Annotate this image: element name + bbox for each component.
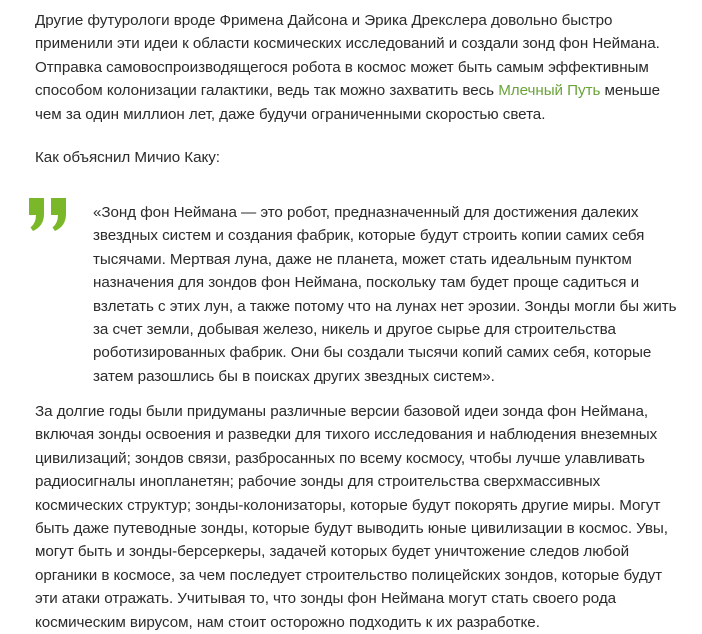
text-segment: способом колонизации галактики, ведь так можно захватить весь <box>35 82 499 100</box>
text-line: космических структур; зонды-колонизаторы, которые будут покорять другие миры. Могут <box>35 496 661 514</box>
quote-icon <box>27 198 71 232</box>
milky-way-link[interactable]: Млечный Путь <box>498 82 601 100</box>
paragraph-intro <box>35 9 695 126</box>
text-line: быть даже путеводные зонды, которые будут выводить юные цивилизации в космос. Увы, <box>35 519 668 537</box>
text-line: могут быть и зонды-берсеркеры, задачей которых будет уничтожение следов любой <box>35 543 630 561</box>
text-line: Отправка самовоспроизводящегося робота в космос может быть самым эффективным <box>35 58 649 76</box>
quote-line: взлетать с этих лун, а также потому что на лунах нет эрозии. Зонды могли бы жить <box>93 297 677 315</box>
quote-line: за счет земли, добывая железо, никель и другое сырье для строительства <box>93 320 616 338</box>
text-line: применили эти идеи к области космических исследований и создали зонд фон Неймана. <box>35 35 660 53</box>
text-line: органики в космосе, за чем последует строительство полицейских зондов, которые будут <box>35 566 663 584</box>
quote-line: звездных систем и создания фабрик, которые будут строить копии самих себя <box>93 227 645 245</box>
quote-line: затем разошлись бы в поисках других звездных систем». <box>93 367 495 385</box>
quote-line: «Зонд фон Неймана — это робот, предназначенный для достижения далеких <box>93 204 639 221</box>
text-line: цивилизаций; зондов связи, разбросанных по всему космосу, чтобы лучше улавливать <box>35 449 645 467</box>
text-line: включая зонды освоения и разведки для тихого исследования и наблюдения внеземных <box>35 426 658 444</box>
text-line: Другие футурологи вроде Фримена Дайсона и Эрика Дрекслера довольно быстро <box>35 12 613 29</box>
quote-line: роботизированных фабрик. Они бы создали тысячи копий самих себя, которые <box>93 344 652 362</box>
text-segment: меньше <box>600 82 661 100</box>
text-line: чем за один миллион лет, даже будучи ограниченными скоростью света. <box>35 105 546 123</box>
text-line: космическим вирусом, нам стоит осторожно подходить к их разработке. <box>35 613 540 631</box>
blockquote <box>0 195 702 385</box>
text-line: эти атаки отражать. Учитывая то, что зонды фон Неймана могут стать своего рода <box>35 590 617 608</box>
paragraph-probe-versions <box>35 400 695 634</box>
paragraph-quote-intro <box>35 146 695 169</box>
text-line: Как объяснил Мичио Каку: <box>35 149 220 166</box>
quote-line: тысячами. Мертвая луна, даже не планета, может стать идеальным пунктом <box>93 250 632 268</box>
quote-text <box>93 201 693 388</box>
quote-line: назначения для зондов фон Неймана, поскольку там будет проще садиться и <box>93 274 640 292</box>
text-line: За долгие годы были придуманы различные версии базовой идеи зонда фон Неймана, <box>35 403 649 420</box>
text-line: радиосигналы инопланетян; рабочие зонды для строительства сверхмассивных <box>35 473 601 491</box>
text-line-with-link <box>35 79 695 102</box>
